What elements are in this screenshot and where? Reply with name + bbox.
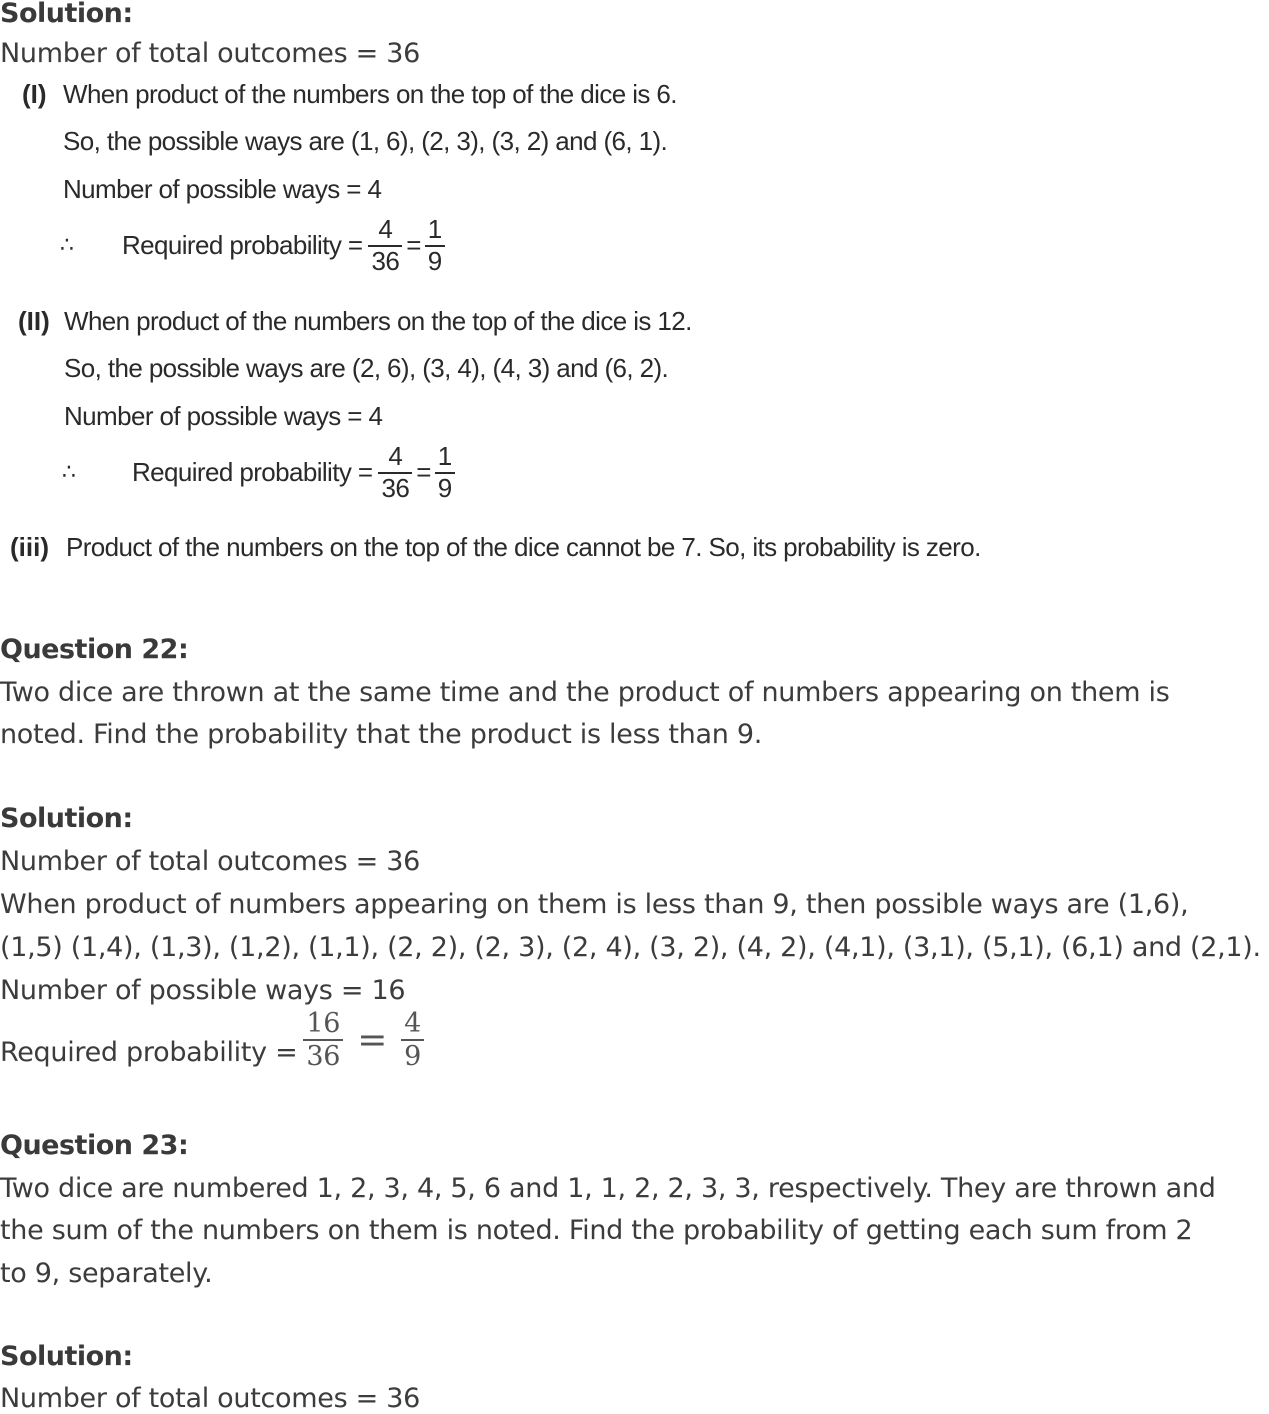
possible-ways-line2: (1,5) (1,4), (1,3), (1,2), (1,1), (2, 2), (2, 3), (2, 4), (3, 2), (4, 2), (4,1), (3,1), (5,1), (6,1) and (2,1). bbox=[0, 932, 1261, 963]
question-22-heading: Question 22: bbox=[0, 634, 189, 665]
required-probability bbox=[0, 1008, 424, 1072]
fraction-1-9: $\frac{1}{9}$ bbox=[435, 442, 455, 504]
possible-ways-count: Number of possible ways = 16 bbox=[0, 975, 406, 1006]
fraction-1-9: $\frac{1}{9}$ bbox=[425, 215, 445, 277]
part-i-statement: When product of the numbers on the top of the dice is 6. bbox=[63, 79, 677, 109]
solution-heading: Solution: bbox=[0, 0, 133, 29]
equals-sign: = bbox=[357, 1019, 388, 1061]
question-22-text-line2: noted. Find the probability that the product is less than 9. bbox=[0, 719, 762, 750]
part-ii-statement: When product of the numbers on the top of the dice is 12. bbox=[64, 306, 692, 336]
question-23-heading: Question 23: bbox=[0, 1130, 189, 1161]
fraction-4-36: $\frac{4}{36}$ bbox=[378, 442, 412, 504]
solution-heading: Solution: bbox=[0, 1341, 133, 1372]
total-outcomes: Number of total outcomes = 36 bbox=[0, 846, 420, 877]
part-ii-probability: ∴ Required probability = $\frac{4}{36}$ = $\frac{1}{9}$ bbox=[62, 442, 455, 504]
prob-label: Required probability = bbox=[132, 457, 373, 488]
total-outcomes: Number of total outcomes = 36 bbox=[0, 38, 420, 69]
prob-label: Required probability = bbox=[0, 1037, 298, 1069]
part-ii-ways: So, the possible ways are (2, 6), (3, 4), (4, 3) and (6, 2). bbox=[64, 353, 669, 383]
part-i-count: Number of possible ways = 4 bbox=[63, 174, 382, 204]
therefore-symbol: ∴ bbox=[60, 233, 74, 259]
part-iii-statement: Product of the numbers on the top of the dice cannot be 7. So, its probability is zero. bbox=[66, 532, 981, 562]
therefore-symbol: ∴ bbox=[62, 460, 76, 486]
prob-label: Required probability = bbox=[122, 230, 363, 261]
part-i-probability: ∴ Required probability = $\frac{4}{36}$ = $\frac{1}{9}$ bbox=[60, 215, 445, 277]
question-23-text-line2: the sum of the numbers on them is noted. Find the probability of getting each sum from 2 bbox=[0, 1215, 1193, 1246]
solution-heading: Solution: bbox=[0, 803, 133, 834]
part-ii-label: (II) bbox=[18, 306, 50, 336]
possible-ways-line1: When product of numbers appearing on them is less than 9, then possible ways are (1,6), bbox=[0, 889, 1189, 920]
part-ii-count: Number of possible ways = 4 bbox=[64, 401, 383, 431]
total-outcomes: Number of total outcomes = 36 bbox=[0, 1383, 420, 1414]
fraction-4-9: $\frac{4}{9}$ bbox=[401, 1008, 424, 1072]
fraction-16-36: $\frac{16}{36}$ bbox=[303, 1008, 343, 1072]
part-iii-label: (iii) bbox=[10, 532, 49, 562]
question-23-text-line1: Two dice are numbered 1, 2, 3, 4, 5, 6 and 1, 1, 2, 2, 3, 3, respectively. They are thrown and bbox=[0, 1173, 1216, 1204]
part-i-label: (I) bbox=[22, 79, 47, 109]
question-22-text-line1: Two dice are thrown at the same time and the product of numbers appearing on them is bbox=[0, 677, 1170, 708]
fraction-4-36: $\frac{4}{36}$ bbox=[368, 215, 402, 277]
question-23-text-line3: to 9, separately. bbox=[0, 1258, 213, 1289]
part-i-ways: So, the possible ways are (1, 6), (2, 3), (3, 2) and (6, 1). bbox=[63, 126, 668, 156]
